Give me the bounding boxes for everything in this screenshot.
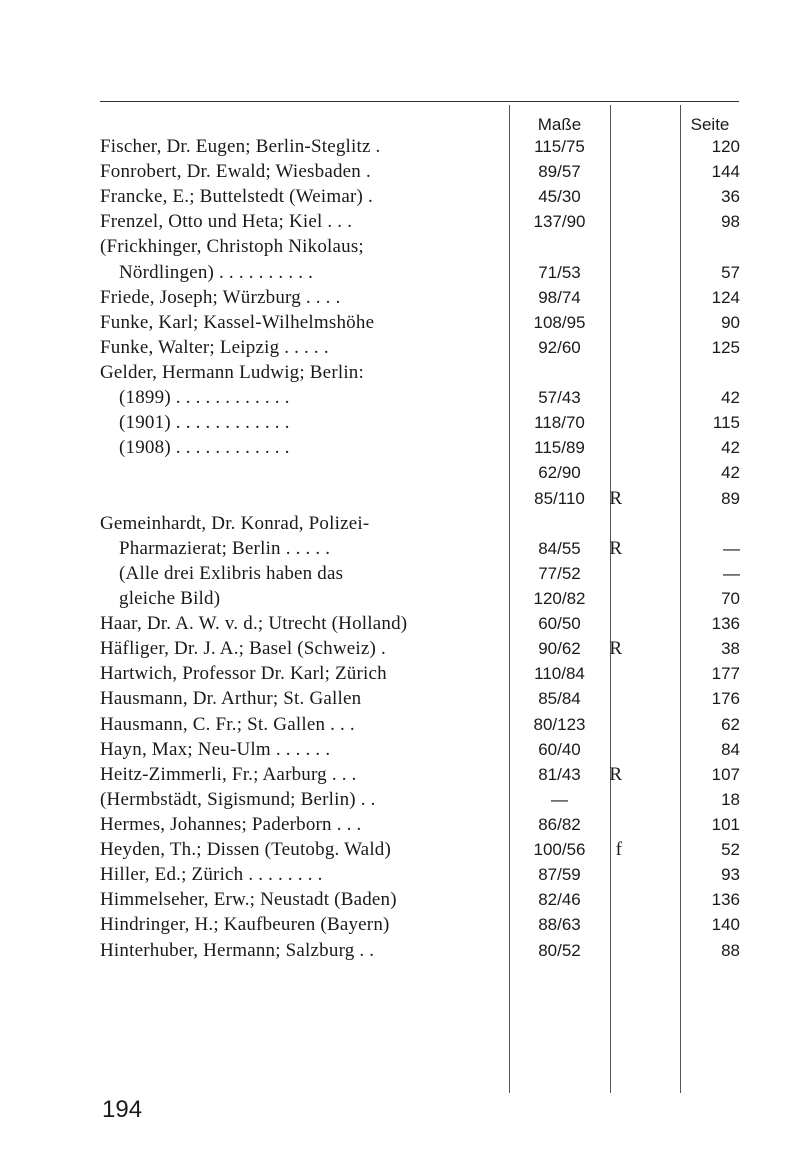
entry-masse: 115/89	[534, 438, 585, 458]
index-row	[0, 159, 801, 184]
entry-masse: 45/30	[538, 187, 581, 207]
entry-seite: 115	[712, 413, 740, 433]
entry-name: gleiche Bild)	[119, 587, 221, 609]
index-row	[0, 460, 801, 485]
entry-name: Nördlingen) . . . . . . . . . .	[119, 261, 314, 283]
index-row	[0, 234, 801, 259]
entry-name: (Frickhinger, Christoph Nikolaus;	[100, 236, 364, 258]
index-row	[0, 938, 801, 963]
index-row	[0, 912, 801, 937]
index-row	[0, 486, 801, 511]
index-row	[0, 837, 801, 862]
index-row	[0, 712, 801, 737]
entry-name: Funke, Karl; Kassel-Wilhelmshöhe	[100, 311, 375, 333]
index-row	[0, 862, 801, 887]
masse-column-header: Maße	[537, 115, 582, 134]
entry-masse: 89/57	[538, 162, 581, 182]
index-row	[0, 435, 801, 460]
entry-masse: 82/46	[538, 890, 581, 910]
index-row	[0, 310, 801, 335]
entry-name: Heitz-Zimmerli, Fr.; Aarburg . . .	[100, 763, 357, 785]
entry-seite: 107	[711, 764, 740, 784]
entry-masse: 90/62	[538, 639, 581, 659]
entry-seite: 18	[721, 789, 740, 809]
entry-name: Heyden, Th.; Dissen (Teutobg. Wald)	[100, 839, 392, 861]
index-row	[0, 209, 801, 234]
entry-seite: 62	[721, 714, 740, 734]
entry-name: Himmelseher, Erw.; Neustadt (Baden)	[100, 889, 397, 911]
entry-masse: 80/123	[533, 714, 586, 734]
entry-name: Hausmann, C. Fr.; St. Gallen . . .	[100, 713, 355, 735]
entry-name: Hindringer, H.; Kaufbeuren (Bayern)	[100, 914, 390, 936]
entry-name: (1899) . . . . . . . . . . . .	[119, 387, 290, 409]
entry-name: Frenzel, Otto und Heta; Kiel . . .	[100, 211, 353, 233]
index-row	[0, 737, 801, 762]
entry-name: Pharmazierat; Berlin . . . . .	[119, 537, 331, 559]
entry-name: Funke, Walter; Leipzig . . . . .	[100, 336, 329, 358]
entry-masse: 108/95	[533, 312, 586, 332]
entry-seite: 177	[711, 664, 740, 684]
entry-seite: 93	[721, 865, 740, 885]
entry-mark: R	[609, 763, 622, 785]
entry-masse: 60/40	[538, 739, 581, 759]
index-row	[0, 686, 801, 711]
seite-column-header: Seite	[690, 115, 730, 134]
entry-masse: 84/55	[538, 538, 581, 558]
entry-name: Fonrobert, Dr. Ewald; Wiesbaden .	[100, 161, 371, 183]
entry-masse: 98/74	[538, 287, 581, 307]
entry-seite: 42	[721, 438, 740, 458]
entry-seite: —	[723, 563, 740, 583]
entry-masse: 88/63	[538, 915, 581, 935]
entry-name: Haar, Dr. A. W. v. d.; Utrecht (Holland)	[100, 613, 408, 635]
entry-name: Hausmann, Dr. Arthur; St. Gallen	[100, 688, 362, 710]
entry-name: (Alle drei Exlibris haben das	[119, 562, 344, 584]
index-row	[0, 561, 801, 586]
entry-seite: 140	[711, 915, 740, 935]
entry-masse: 92/60	[538, 337, 581, 357]
entry-name: Friede, Joseph; Würzburg . . . .	[100, 286, 341, 308]
entry-name: (1908) . . . . . . . . . . . .	[119, 437, 290, 459]
top-rule	[100, 101, 739, 102]
entry-seite: 144	[711, 162, 740, 182]
entry-masse: 100/56	[533, 840, 586, 860]
entry-name: Gemeinhardt, Dr. Konrad, Polizei-	[100, 512, 370, 534]
entry-seite: 57	[721, 262, 740, 282]
entry-masse: 57/43	[538, 388, 581, 408]
index-row	[0, 260, 801, 285]
index-row	[0, 184, 801, 209]
entry-name: (1901) . . . . . . . . . . . .	[119, 412, 290, 434]
entry-name: (Hermbstädt, Sigismund; Berlin) . .	[100, 788, 376, 810]
entry-name: Francke, E.; Buttelstedt (Weimar) .	[100, 186, 373, 208]
entry-seite: 52	[721, 840, 740, 860]
index-row	[0, 335, 801, 360]
entry-seite: 136	[711, 614, 740, 634]
entry-masse: 85/110	[534, 488, 585, 508]
index-row	[0, 812, 801, 837]
index-row	[0, 636, 801, 661]
entry-masse: 85/84	[538, 689, 581, 709]
entry-seite: 70	[721, 588, 740, 608]
entry-masse: 137/90	[533, 212, 586, 232]
entry-masse: 87/59	[538, 865, 581, 885]
index-row	[0, 385, 801, 410]
entry-seite: 42	[721, 463, 740, 483]
index-row	[0, 511, 801, 536]
entry-mark: R	[609, 537, 622, 559]
entry-masse: 62/90	[538, 463, 581, 483]
entry-mark: R	[609, 487, 622, 509]
index-row	[0, 787, 801, 812]
entry-seite: 176	[711, 689, 740, 709]
entry-seite: —	[723, 538, 740, 558]
entry-seite: 90	[721, 312, 740, 332]
index-row	[0, 410, 801, 435]
index-row	[0, 661, 801, 686]
entry-name: Hermes, Johannes; Paderborn . . .	[100, 813, 362, 835]
entry-name: Hayn, Max; Neu-Ulm . . . . . .	[100, 738, 331, 760]
index-row	[0, 360, 801, 385]
entry-name: Hartwich, Professor Dr. Karl; Zürich	[100, 663, 387, 685]
entry-seite: 124	[711, 287, 740, 307]
index-row	[0, 586, 801, 611]
entry-seite: 125	[711, 337, 740, 357]
index-row	[0, 611, 801, 636]
entry-seite: 136	[711, 890, 740, 910]
entry-seite: 120	[711, 137, 740, 156]
entry-masse: 71/53	[538, 262, 581, 282]
entry-masse: 120/82	[533, 588, 586, 608]
entry-masse: 77/52	[538, 563, 581, 583]
entry-seite: 42	[721, 388, 740, 408]
entry-masse: 80/52	[538, 940, 581, 960]
entry-masse: 110/84	[534, 664, 585, 684]
entry-seite: 101	[711, 814, 740, 834]
entry-masse: 60/50	[538, 614, 581, 634]
index-row	[0, 887, 801, 912]
page-number: 194	[102, 1096, 143, 1123]
entry-name: Gelder, Hermann Ludwig; Berlin:	[100, 361, 364, 383]
entry-seite: 84	[721, 739, 740, 759]
entry-masse: 81/43	[538, 764, 581, 784]
entry-name: Hinterhuber, Hermann; Salzburg . .	[100, 939, 375, 961]
entry-seite: 36	[721, 187, 740, 207]
entry-masse: 86/82	[538, 814, 581, 834]
entry-masse: —	[551, 789, 568, 809]
entry-seite: 88	[721, 940, 740, 960]
entry-name: Häfliger, Dr. J. A.; Basel (Schweiz) .	[100, 638, 386, 660]
index-row	[0, 762, 801, 787]
entry-mark: R	[609, 638, 622, 660]
index-entries	[0, 134, 801, 963]
entry-name: Hiller, Ed.; Zürich . . . . . . . .	[100, 864, 323, 886]
entry-name: Fischer, Dr. Eugen; Berlin-Steglitz .	[100, 136, 381, 157]
entry-seite: 98	[721, 212, 740, 232]
entry-seite: 38	[721, 639, 740, 659]
index-row	[0, 536, 801, 561]
index-row	[0, 134, 801, 159]
entry-mark: f	[615, 839, 622, 861]
entry-seite: 89	[721, 488, 740, 508]
entry-masse: 118/70	[534, 413, 585, 433]
entry-masse: 115/75	[534, 137, 585, 156]
index-row	[0, 285, 801, 310]
